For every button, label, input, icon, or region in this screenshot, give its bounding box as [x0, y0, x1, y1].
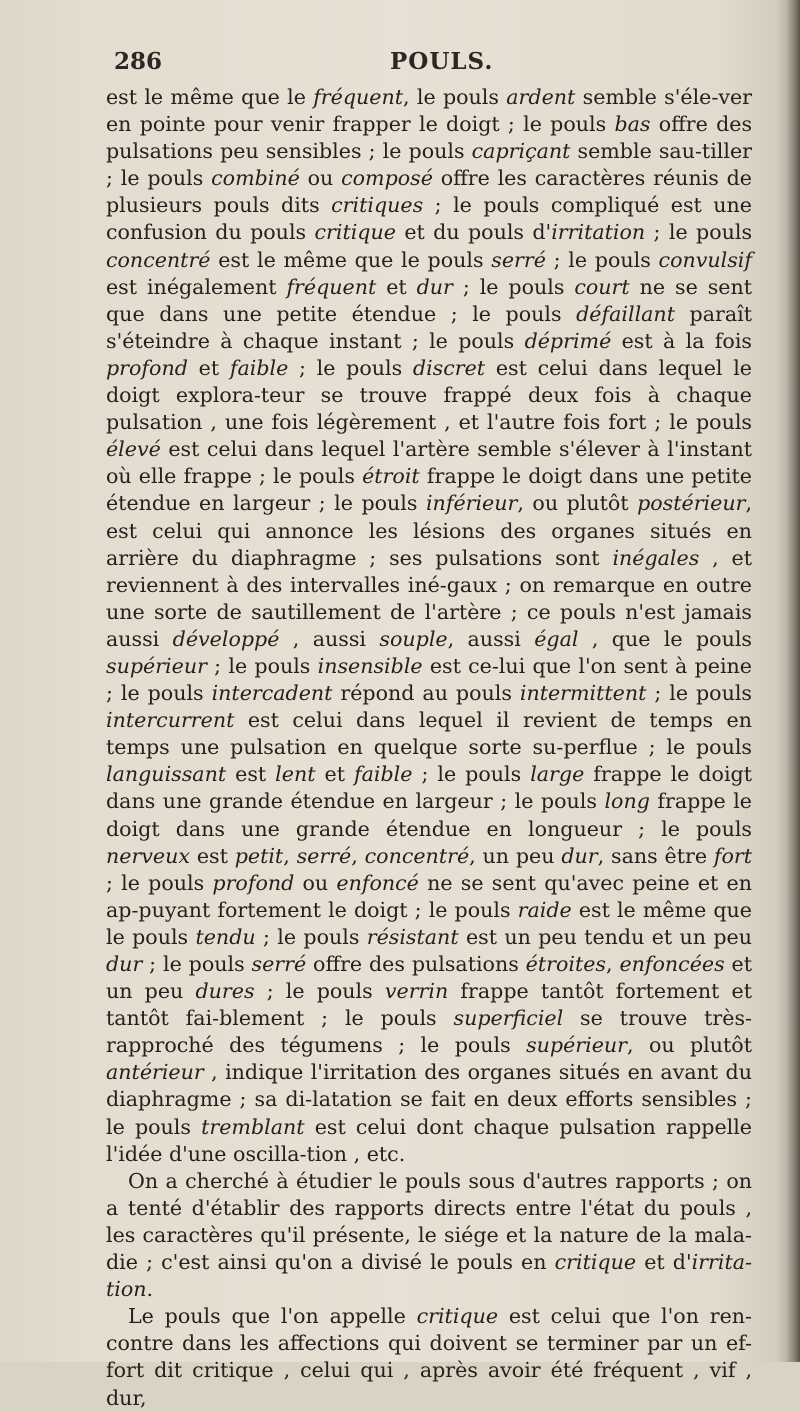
italic-term: bas [614, 112, 651, 137]
italic-term: composé [341, 166, 433, 191]
italic-term: critique [314, 220, 396, 245]
italic-term: résistant [366, 924, 459, 949]
italic-term: serré [251, 952, 307, 976]
text-run: ne se sent que dans une petite étendue ; le pouls [106, 274, 752, 326]
italic-term: nerveux [106, 843, 190, 868]
text-run: , indique l'irritation des organes situés en avant du diaphragme ; sa di-latation se fait en deux efforts sensibles ; le pouls [106, 1060, 752, 1139]
text-run: offre des pulsations peu sensibles ; le pouls [106, 112, 753, 164]
text-run: est ce-lui que l'on sent à peine ; le pouls [106, 653, 752, 706]
text-run: est celui que l'on ren-contre dans les affections qui doivent se terminer par un ef-fort dit critique , celui qui , après avoir été fréquent , vif , dur, [106, 1304, 753, 1410]
text-run: ; le pouls [646, 681, 752, 706]
italic-term: discret [412, 355, 486, 380]
italic-term: dur [106, 952, 143, 976]
page-edge-shadow [786, 0, 800, 1362]
italic-term: concentré [364, 843, 470, 868]
body-text [106, 84, 752, 1412]
text-run: paraît s'éteindre à chaque instant ; le pouls [106, 301, 752, 353]
text-run: est celui dont chaque pulsation rappelle l'idée d'une oscilla-tion , etc. [106, 1114, 752, 1166]
paragraph [106, 84, 752, 1168]
text-run: est le même que le pouls [210, 247, 492, 272]
text-run: est celui dans lequel l'artère semble s'élever à l'instant où elle frappe ; le pouls [106, 437, 752, 489]
italic-term: lent [275, 762, 316, 787]
running-head: POULS. [390, 48, 494, 75]
page-header [110, 48, 750, 82]
italic-term: défaillant [576, 301, 675, 326]
text-run: et [187, 355, 230, 380]
text-run: , et reviennent à des intervalles iné-gaux ; on remarque en outre une sorte de sautillement de l'artère ; ce pouls n'est jamais aussi [106, 545, 752, 651]
italic-term: critique [554, 1250, 637, 1275]
italic-term: critiques [331, 193, 424, 218]
italic-term: superficiel [453, 1006, 564, 1031]
italic-term: dur [561, 843, 598, 868]
text-run: est celui dans lequel le doigt explora-teur se trouve frappé deux fois à chaque pulsation , une fois légèrement , et l'autre fois fort ; le pouls [106, 355, 752, 435]
italic-term: inférieur [425, 491, 518, 516]
text-run: se trouve très-rapproché des tégumens ; le pouls [106, 1006, 752, 1058]
italic-term: languissant [106, 762, 227, 787]
text-run: frappe tantôt fortement et tantôt fai-blement ; le pouls [106, 979, 752, 1031]
text-run: semble s'éle-ver en pointe pour venir frapper le doigt ; le pouls [106, 85, 752, 137]
italic-term: élevé [106, 437, 161, 462]
text-run: ; le pouls [645, 220, 753, 245]
text-run: et d' [636, 1250, 692, 1275]
text-run: . [146, 1277, 154, 1302]
italic-term: supérieur [526, 1033, 628, 1058]
text-run: frappe le doigt dans une grande étendue en largeur ; le pouls [106, 762, 752, 814]
text-run: est [226, 762, 276, 787]
italic-term: ardent [506, 85, 576, 109]
text-run: , ou plutôt [517, 491, 638, 516]
italic-term: critique [416, 1304, 499, 1329]
italic-term: profond [212, 870, 295, 895]
italic-term: verrin [384, 979, 449, 1004]
italic-term: serré [491, 247, 546, 272]
text-run: offre les caractères réunis de plusieurs pouls dits [106, 166, 752, 218]
italic-term: dur [416, 274, 453, 299]
text-run: , [283, 843, 297, 868]
paragraph [106, 1168, 752, 1303]
italic-term: tendu [195, 924, 256, 949]
text-run: est [190, 843, 235, 868]
italic-term: convulsif [658, 247, 752, 272]
text-run: ; le pouls [452, 274, 575, 299]
text-run: ; le pouls [142, 952, 252, 976]
italic-term: insensible [317, 653, 423, 678]
italic-term: fréquent [313, 85, 404, 109]
text-run: ; le pouls [412, 762, 531, 787]
text-run: , aussi [447, 626, 535, 651]
text-run: ; le pouls [545, 247, 659, 272]
italic-term: dures [195, 979, 255, 1004]
text-run: , est celui qui annonce les lésions des organes situés en arrière du diaphragme ; ses pulsations sont [106, 491, 752, 570]
text-run: Le pouls que l'on appelle [128, 1304, 417, 1329]
text-run: ; le pouls [254, 979, 385, 1004]
italic-term: tremblant [201, 1114, 305, 1139]
text-run: ; le pouls compliqué est une confusion du pouls [106, 193, 752, 245]
italic-term: postérieur [637, 491, 746, 516]
italic-term: concentré [106, 247, 211, 272]
italic-term: étroit [362, 464, 420, 489]
italic-term: faible [229, 355, 289, 380]
italic-term: antérieur [106, 1060, 204, 1085]
italic-term: large [530, 762, 585, 787]
text-run: , ou plutôt [627, 1033, 752, 1058]
text-run: , sans être [597, 843, 714, 868]
page-number: 286 [114, 48, 163, 75]
paragraph [106, 1303, 752, 1411]
italic-term: irritation [551, 220, 646, 245]
text-run: et [376, 274, 417, 299]
italic-term: développé [172, 626, 280, 651]
text-run: semble sau-tiller ; le pouls [106, 139, 753, 191]
italic-term: supérieur [106, 653, 207, 678]
text-run: offre des pulsations [306, 952, 526, 976]
italic-term: enfoncées [619, 952, 725, 976]
text-run: est à la fois [611, 328, 752, 353]
text-run: ou [294, 870, 337, 895]
text-run: ; le pouls [206, 653, 318, 678]
text-run: , le pouls [403, 85, 507, 109]
text-run: , [606, 952, 620, 976]
text-run: , un peu [469, 843, 562, 868]
text-run: ; le pouls [288, 355, 413, 380]
italic-term: combiné [211, 166, 300, 191]
italic-term: inégales [612, 545, 700, 570]
text-run: est le même que le pouls [106, 897, 752, 949]
text-run: , [351, 843, 365, 868]
italic-term: faible [353, 762, 413, 787]
italic-term: long [604, 789, 650, 814]
text-run: et du pouls d' [395, 220, 552, 245]
italic-term: fréquent [286, 274, 377, 299]
italic-term: intercurrent [106, 708, 235, 733]
text-run: ne se sent qu'avec peine et en ap-puyant fortement le doigt ; le pouls [106, 870, 752, 922]
text-run: frappe le doigt dans une grande étendue en longueur ; le pouls [106, 789, 752, 841]
italic-term: irrita-tion [106, 1250, 752, 1302]
italic-term: souple [379, 626, 448, 651]
italic-term: déprimé [524, 328, 612, 353]
italic-term: serré [296, 843, 352, 868]
text-run: est le même que le [106, 85, 314, 109]
italic-term: égal [534, 626, 579, 651]
text-run: est inégalement [106, 274, 287, 299]
italic-term: intermittent [519, 681, 647, 706]
text-run: ou [299, 166, 342, 191]
text-run: On a cherché à étudier le pouls sous d'autres rapports ; on a tenté d'établir des rapports directs entre l'état du pouls , les caractères qu'il présente, le siége et la nature de la mala-die ; c'est ainsi qu'on a divisé le pouls en [106, 1168, 752, 1275]
text-run: est celui dans lequel il revient de temps en temps une pulsation en quelque sorte su-perflue ; le pouls [106, 708, 752, 760]
text-run: répond au pouls [332, 681, 520, 706]
text-run: et un peu [106, 952, 752, 1004]
italic-term: profond [106, 355, 188, 380]
italic-term: intercadent [211, 681, 333, 706]
text-run: et [315, 762, 354, 787]
italic-term: étroites [525, 952, 606, 976]
italic-term: raide [517, 897, 572, 922]
text-run: ; le pouls [255, 924, 367, 949]
italic-term: fort [713, 843, 753, 868]
text-run: est un peu tendu et un peu [458, 924, 752, 949]
text-run: , que le pouls [578, 626, 753, 651]
italic-term: petit [234, 843, 284, 868]
text-run: frappe le doigt dans une petite étendue en largeur ; le pouls [106, 464, 752, 516]
italic-term: enfoncé [336, 870, 419, 895]
text-run: ; le pouls [106, 870, 213, 895]
italic-term: court [574, 274, 630, 299]
text-run: , aussi [279, 626, 380, 651]
italic-term: capriçant [471, 139, 571, 164]
